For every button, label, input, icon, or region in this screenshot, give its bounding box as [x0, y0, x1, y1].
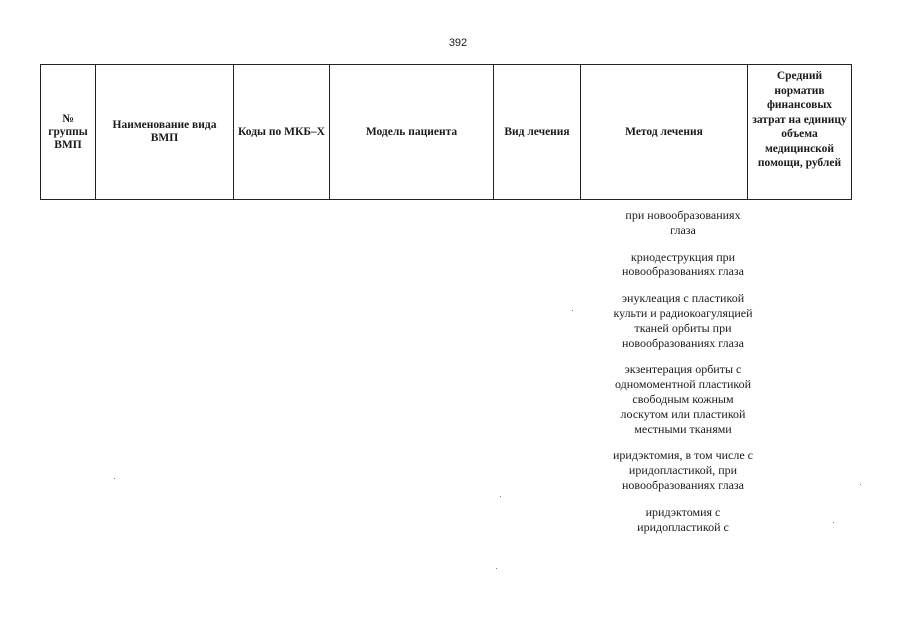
method-item: криодеструкция при новообразованиях глаза [622, 249, 744, 279]
method-item: иридэктомия, в том числе с иридопластикой, при новообразованиях глаза [612, 448, 753, 492]
scan-speck [114, 478, 115, 479]
header-row [41, 65, 852, 200]
treatment-methods-list [612, 208, 754, 546]
scan-speck [860, 484, 861, 485]
method-item: при новообразованиях глаза [625, 208, 741, 237]
method-item: иридэктомия с иридопластикой с [637, 504, 729, 534]
header-table [40, 64, 852, 200]
method-item: экзентерация орбиты с одномоментной пластикой свободным кожным лоскутом или пластикой местными тканями [614, 362, 752, 436]
col-group-number: № группы ВМП [41, 65, 96, 200]
scan-speck [833, 522, 834, 523]
col-treatment-type: Вид лечения [494, 65, 581, 200]
scan-speck [572, 310, 573, 311]
col-patient-model: Модель пациента [330, 65, 494, 200]
scan-speck [496, 568, 497, 569]
col-average-cost: Средний норматив финансовых затрат на единицу объема медицинской помощи, рублей [748, 65, 852, 200]
col-icd-codes: Коды по МКБ–X [234, 65, 330, 200]
col-treatment-method: Метод лечения [581, 65, 748, 200]
col-vmp-name: Наименование вида ВМП [96, 65, 234, 200]
method-item: энуклеация с пластикой культи и радиокоагуляцией тканей орбиты при новообразованиях глаза [613, 291, 753, 350]
scan-speck [500, 496, 501, 497]
page-number: 392 [448, 37, 468, 49]
